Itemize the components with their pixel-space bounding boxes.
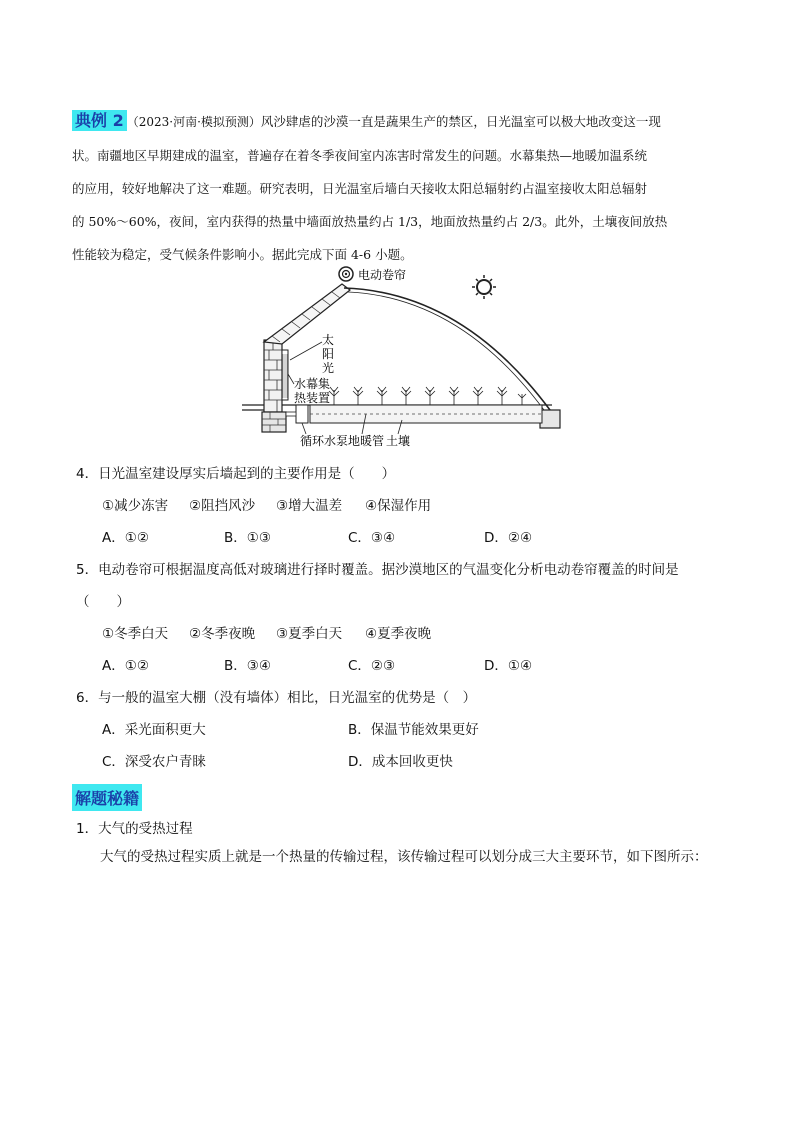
q5-option-c[interactable]: C．②③ xyxy=(348,658,396,674)
label-water-curtain-1: 水幕集 xyxy=(294,377,331,391)
example-source: （2023·河南·模拟预测） xyxy=(126,115,261,129)
q5-option-a[interactable]: A．①② xyxy=(102,658,149,674)
question-5-stem-cont: （ ） xyxy=(76,594,130,610)
example-text-line: 状。南疆地区早期建成的温室，普遍存在着冬季夜间室内冻害时常发生的问题。水幕集热—地暖加温系统 xyxy=(72,148,648,163)
label-soil: 土壤 xyxy=(386,434,411,448)
q4-item: ②阻挡风沙 xyxy=(189,498,256,514)
q4-option-b[interactable]: B．①③ xyxy=(224,530,271,546)
soil-layer xyxy=(310,405,542,423)
label-curtain: 电动卷帘 xyxy=(358,268,407,282)
label-sun-1: 太 xyxy=(322,333,335,347)
greenhouse-diagram xyxy=(242,262,562,452)
q6-option-c[interactable]: C．深受农户青睐 xyxy=(102,754,206,770)
curtain-roller-icon xyxy=(339,267,353,281)
pump-icon xyxy=(296,405,308,423)
q5-option-d[interactable]: D．①④ xyxy=(484,658,533,674)
q5-item: ④夏季夜晚 xyxy=(365,626,432,642)
label-water-curtain-2: 热装置 xyxy=(294,391,331,405)
q4-item: ④保湿作用 xyxy=(365,498,432,514)
tips-paragraph-1: 大气的受热过程实质上就是一个热量的传输过程，该传输过程可以划分成三大主要环节，如下图所示： xyxy=(100,849,708,865)
q4-option-a[interactable]: A．①② xyxy=(102,530,149,546)
label-sun-2: 阳 xyxy=(322,347,335,361)
example-text-line: 的应用，较好地解决了这一难题。研究表明，日光温室后墙白天接收太阳总辐射约占温室接收太阳总辐射 xyxy=(72,181,648,196)
question-4-stem: 4．日光温室建设厚实后墙起到的主要作用是（ ） xyxy=(76,466,396,482)
sun-icon xyxy=(472,275,496,299)
label-pump: 循环水泵 xyxy=(300,434,349,448)
question-6-stem: 6．与一般的温室大棚（没有墙体）相比，日光温室的优势是（ ） xyxy=(76,690,477,706)
example-text-line: 风沙肆虐的沙漠一直是蔬果生产的禁区，日光温室可以极大地改变这一现 xyxy=(260,114,661,129)
example-text-line: 的 50%～60%，夜间，室内获得的热量中墙面放热量约占 1/3，地面放热量约占 2/3。此外，土壤夜间放热 xyxy=(72,214,668,229)
example-line-1 xyxy=(72,104,732,139)
example-badge: 典例 2 xyxy=(72,110,127,131)
plant-icon xyxy=(329,387,526,405)
tips-item-1: 1．大气的受热过程 xyxy=(76,821,193,837)
question-5-stem: 5．电动卷帘可根据温度高低对玻璃进行择时覆盖。据沙漠地区的气温变化分析电动卷帘覆盖的时间是 xyxy=(76,562,679,578)
q4-option-c[interactable]: C．③④ xyxy=(348,530,396,546)
q6-option-b[interactable]: B．保温节能效果更好 xyxy=(348,722,479,738)
solution-tips-badge: 解题秘籍 xyxy=(72,784,142,811)
example-text-line: 性能较为稳定，受气候条件影响小。据此完成下面 4-6 小题。 xyxy=(72,247,413,262)
q4-option-d[interactable]: D．②④ xyxy=(484,530,533,546)
example-passage xyxy=(72,104,732,271)
q6-option-d[interactable]: D．成本回收更快 xyxy=(348,754,453,770)
q4-item: ③增大温差 xyxy=(276,498,343,514)
q6-option-a[interactable]: A．采光面积更大 xyxy=(102,722,206,738)
front-footing xyxy=(540,410,560,428)
back-roof xyxy=(264,284,350,344)
q4-item: ①减少冻害 xyxy=(102,498,169,514)
q5-option-b[interactable]: B．③④ xyxy=(224,658,271,674)
label-sun-3: 光 xyxy=(322,361,335,375)
q5-item: ①冬季白天 xyxy=(102,626,169,642)
q5-item: ②冬季夜晚 xyxy=(189,626,256,642)
q5-item: ③夏季白天 xyxy=(276,626,343,642)
label-floor-pipe: 地暖管 xyxy=(348,434,385,448)
glass-roof xyxy=(344,288,550,410)
